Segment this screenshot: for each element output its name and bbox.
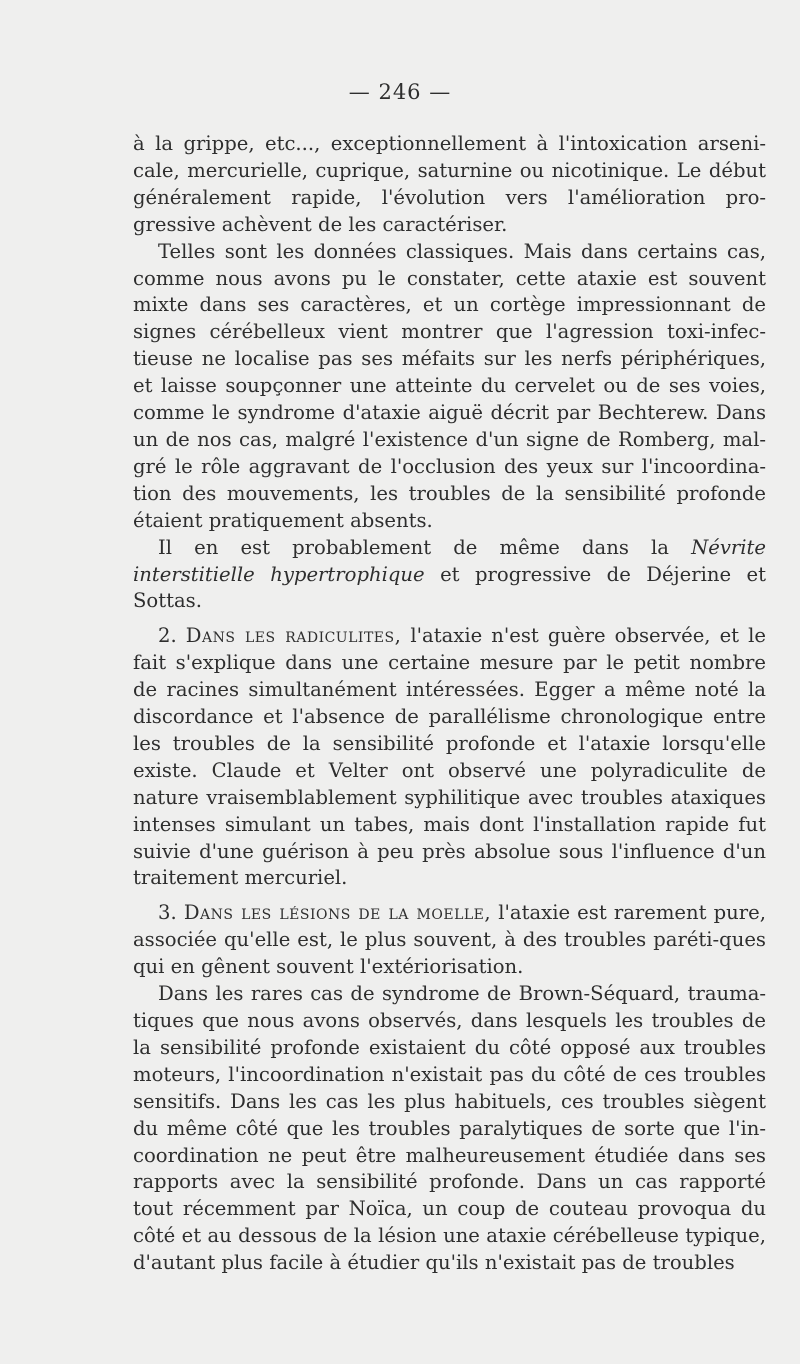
page-number: — 246 — — [348, 80, 452, 104]
section-2-number: 2. — [158, 624, 186, 648]
section-3-text: l'ataxie est rarement pure, associée qu'elle est, le plus souvent, à des troubles paréti-ques qui en gênent souvent l'extériorisation. — [133, 901, 766, 979]
paragraph-3-before: Il en est probablement de même dans la — [158, 535, 692, 559]
paragraph-6: Dans les rares cas de syndrome de Brown-Séquard, trauma-tiques que nous avons observés, dans lesquels les troubles de la sensibilité profonde existaient du côté opposé aux troubles moteurs, l'incoordination n'existait pas du côté de ces troubles sensitifs. Dans les cas les plus habituels, ces troubles siègent du même côté que les troubles paralytiques de sorte que l'in-coordination ne peut être malheureusement étudiée dans ses rapports avec la sensibilité profonde. Dans un cas rapporté tout récemment par Noïca, un coup de couteau provoqua du côté et au dessous de la lésion une ataxie cérébelleuse typique, d'autant plus facile à étudier qu'ils n'existait pas de troubles — [133, 982, 766, 1275]
section-2-heading: Dans les radiculites, — [185, 624, 402, 648]
paragraph-1: à la grippe, etc..., exceptionnellement à l'intoxication arseni-cale, mercurielle, cuprique, saturnine ou nicotinique. Le début généralement rapide, l'évolution vers l'amélioration pro-gressive achèvent de les caractériser. — [133, 132, 766, 236]
section-2-text: l'ataxie n'est guère observée, et le fait s'explique dans une certaine mesure par le petit nombre de racines simultanément intéressées. Egger a même noté la discordance et l'absence de parallélisme chronologique entre les troubles de la sensibilité profonde et l'ataxie lorsqu'elle existe. Claude et Velter ont observé une polyradiculite de nature vraisemblablement syphilitique avec troubles ataxiques intenses simulant un tabes, mais dont l'installation rapide fut suivie d'une guérison à peu près absolue sous l'influence d'un traitement mercuriel. — [133, 624, 766, 890]
section-3-paragraph — [133, 900, 766, 981]
paragraph-2: Telles sont les données classiques. Mais dans certains cas, comme nous avons pu le constater, cette ataxie est souvent mixte dans ses caractères, et un cortège impressionnant de signes cérébelleux vient montrer que l'agression toxi-infec-tieuse ne localise pas ses méfaits sur les nerfs périphériques, et laisse soupçonner une atteinte du cervelet ou de ses voies, comme le syndrome d'ataxie aiguë décrit par Bechterew. Dans un de nos cas, malgré l'existence d'un signe de Romberg, mal-gré le rôle aggravant de l'occlusion des yeux sur l'incoordina-tion des mouvements, les troubles de la sensibilité profonde étaient pratiquement absents. — [133, 239, 766, 532]
section-3-heading: Dans les lésions de la moelle, — [183, 901, 492, 925]
paragraph-3 — [133, 535, 766, 616]
section-3-number: 3. — [158, 901, 184, 925]
section-2-paragraph — [133, 623, 766, 892]
paragraph-3-after: et progressive de Déjerine et Sottas. — [133, 562, 766, 613]
paragraph-3-italic-title: Névrite interstitielle hypertrophique — [133, 535, 766, 586]
body-text — [133, 131, 766, 1277]
